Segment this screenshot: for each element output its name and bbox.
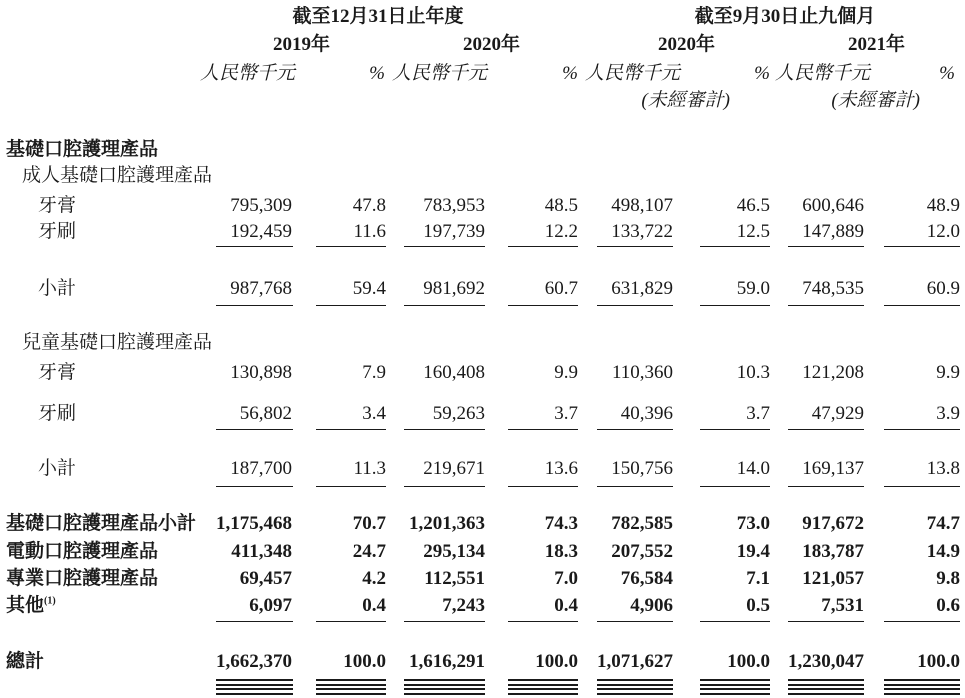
period-fy-header: 截至12月31日止年度 [292, 6, 464, 27]
basic-subtotal-cell-0: 1,175,468 [216, 513, 292, 534]
electric-cell-7: 14.9 [926, 541, 960, 562]
child-toothbrush-cell-0: 56,802 [239, 403, 292, 424]
row-label: 基礎口腔護理產品小計 [6, 513, 197, 534]
year-2020-fy: 2020年 [462, 34, 520, 55]
double-rule-total-2 [404, 679, 485, 686]
unit-pct-2020: % [562, 63, 578, 84]
rule-child-subtotal-1 [316, 486, 386, 487]
rule-child-subtotal-7 [884, 486, 960, 487]
double-rule-total-2-1 [316, 688, 386, 695]
row-label: 牙膏 [38, 362, 77, 383]
adult-toothbrush-cell-0: 192,459 [230, 221, 292, 242]
rule-child-subtotal-4 [597, 486, 673, 487]
adult-toothpaste-cell-5: 46.5 [736, 195, 770, 216]
basic-subtotal-cell-2: 1,201,363 [409, 513, 485, 534]
professional-cell-0: 69,457 [239, 568, 292, 589]
unit-pct-2020-9m: % [754, 63, 770, 84]
rule-before-total-5 [700, 621, 770, 622]
rule-child-subtotal-6 [788, 486, 864, 487]
adult-toothbrush-cell-7: 12.0 [926, 221, 960, 242]
double-rule-total-4 [597, 679, 673, 686]
electric-cell-1: 24.7 [352, 541, 386, 562]
adult-toothpaste-cell-4: 498,107 [611, 195, 673, 216]
rule-child-brush-6 [788, 429, 864, 430]
adult-subtotal-cell-6: 748,535 [802, 278, 864, 299]
row-label: 電動口腔護理產品 [6, 541, 159, 562]
child-toothpaste-cell-3: 9.9 [554, 362, 578, 383]
rule-before-total-4 [597, 621, 673, 622]
double-rule-total-7 [884, 679, 960, 686]
rule-before-total-7 [884, 621, 960, 622]
adult-toothbrush-cell-1: 11.6 [353, 221, 386, 242]
double-rule-total-2-2 [404, 688, 485, 695]
adult-toothbrush-cell-4: 133,722 [611, 221, 673, 242]
other-cell-3: 0.4 [554, 595, 578, 616]
professional-cell-6: 121,057 [802, 568, 864, 589]
double-rule-total-3 [508, 679, 578, 686]
adult-toothpaste-cell-1: 47.8 [352, 195, 386, 216]
basic-subtotal-cell-7: 74.7 [926, 513, 960, 534]
unit-pct-2019: % [369, 63, 385, 84]
basic-subtotal-cell-5: 73.0 [736, 513, 770, 534]
professional-cell-4: 76,584 [620, 568, 673, 589]
rule-before-total-2 [404, 621, 485, 622]
rule-before-total-1 [316, 621, 386, 622]
rule-child-brush-0 [216, 429, 293, 430]
basic-subtotal-cell-6: 917,672 [802, 513, 864, 534]
child-toothpaste-cell-2: 160,408 [423, 362, 485, 383]
unit-rmb-2019: 人民幣千元 [199, 63, 295, 84]
electric-cell-4: 207,552 [611, 541, 673, 562]
double-rule-total-2-0 [216, 688, 293, 695]
double-rule-total-2-6 [788, 688, 864, 695]
double-rule-total-2-7 [884, 688, 960, 695]
child-subtotal-cell-0: 187,700 [230, 458, 292, 479]
rule-before-total-0 [216, 621, 293, 622]
rule-adult-subtotal-1 [316, 305, 386, 306]
total-cell-7: 100.0 [917, 651, 960, 672]
adult-subtotal-cell-7: 60.9 [926, 278, 960, 299]
adult-toothpaste-cell-0: 795,309 [230, 195, 292, 216]
other-cell-2: 7,243 [442, 595, 485, 616]
other-cell-1: 0.4 [362, 595, 386, 616]
unit-rmb-2020-9m: 人民幣千元 [584, 63, 680, 84]
other-cell-5: 0.5 [746, 595, 770, 616]
professional-cell-7: 9.8 [936, 568, 960, 589]
child-toothbrush-cell-6: 47,929 [811, 403, 864, 424]
other-cell-6: 7,531 [821, 595, 864, 616]
rule-child-brush-4 [597, 429, 673, 430]
rule-child-subtotal-5 [700, 486, 770, 487]
row-label: 牙刷 [38, 221, 77, 242]
rule-child-brush-2 [404, 429, 485, 430]
rule-adult-subtotal-7 [884, 305, 960, 306]
rule-adult-subtotal-5 [700, 305, 770, 306]
rule-adult-brush-2 [404, 246, 485, 247]
rule-adult-subtotal-2 [404, 305, 485, 306]
rule-before-total-3 [508, 621, 578, 622]
adult-toothbrush-cell-5: 12.5 [736, 221, 770, 242]
adult-subtotal-cell-4: 631,829 [611, 278, 673, 299]
rule-child-subtotal-2 [404, 486, 485, 487]
rule-adult-subtotal-0 [216, 305, 293, 306]
row-label: 牙刷 [38, 403, 77, 424]
year-2021-9m: 2021年 [847, 34, 905, 55]
rule-adult-subtotal-3 [508, 305, 578, 306]
basic-subtotal-cell-1: 70.7 [352, 513, 386, 534]
rule-adult-brush-5 [700, 246, 770, 247]
adult-care-title: 成人基礎口腔護理產品 [22, 165, 213, 186]
rule-adult-brush-6 [788, 246, 864, 247]
electric-cell-2: 295,134 [423, 541, 485, 562]
adult-subtotal-cell-5: 59.0 [736, 278, 770, 299]
unit-rmb-2021-9m: 人民幣千元 [774, 63, 870, 84]
adult-toothpaste-cell-7: 48.9 [926, 195, 960, 216]
child-toothbrush-cell-2: 59,263 [432, 403, 485, 424]
row-label: 小計 [38, 278, 77, 299]
double-rule-total-2-5 [700, 688, 770, 695]
child-subtotal-cell-2: 219,671 [423, 458, 485, 479]
adult-subtotal-cell-2: 981,692 [423, 278, 485, 299]
adult-toothbrush-cell-3: 12.2 [544, 221, 578, 242]
double-rule-total-5 [700, 679, 770, 686]
total-cell-3: 100.0 [535, 651, 578, 672]
child-subtotal-cell-5: 14.0 [736, 458, 770, 479]
electric-cell-0: 411,348 [231, 541, 292, 562]
child-subtotal-cell-6: 169,137 [802, 458, 864, 479]
double-rule-total-6 [788, 679, 864, 686]
row-label-other [6, 596, 56, 615]
row-label-text: 其他 [6, 595, 45, 616]
rule-adult-brush-7 [884, 246, 960, 247]
rule-adult-subtotal-6 [788, 305, 864, 306]
rule-adult-brush-4 [597, 246, 673, 247]
total-cell-1: 100.0 [343, 651, 386, 672]
other-cell-0: 6,097 [249, 595, 292, 616]
rule-adult-brush-0 [216, 246, 293, 247]
child-toothpaste-cell-1: 7.9 [362, 362, 386, 383]
rule-child-brush-5 [700, 429, 770, 430]
rule-before-total-6 [788, 621, 864, 622]
row-label: 總計 [6, 651, 45, 672]
electric-cell-6: 183,787 [802, 541, 864, 562]
period-9m-header: 截至9月30日止九個月 [694, 6, 876, 27]
adult-toothbrush-cell-2: 197,739 [423, 221, 485, 242]
adult-toothpaste-cell-3: 48.5 [544, 195, 578, 216]
double-rule-total-0 [216, 679, 293, 686]
total-cell-2: 1,616,291 [409, 651, 485, 672]
child-toothpaste-cell-7: 9.9 [936, 362, 960, 383]
adult-toothpaste-cell-2: 783,953 [423, 195, 485, 216]
child-toothpaste-cell-5: 10.3 [736, 362, 770, 383]
child-toothpaste-cell-4: 110,360 [611, 362, 673, 383]
basic-subtotal-cell-3: 74.3 [544, 513, 578, 534]
professional-cell-1: 4.2 [362, 568, 386, 589]
adult-toothpaste-cell-6: 600,646 [802, 195, 864, 216]
unaudited-2020: (未經審計) [641, 90, 730, 111]
total-cell-6: 1,230,047 [788, 651, 864, 672]
rule-child-brush-3 [508, 429, 578, 430]
row-label: 牙膏 [38, 195, 77, 216]
child-toothpaste-cell-0: 130,898 [230, 362, 292, 383]
adult-toothbrush-cell-6: 147,889 [802, 221, 864, 242]
rule-child-subtotal-3 [508, 486, 578, 487]
double-rule-total-1 [316, 679, 386, 686]
double-rule-total-2-4 [597, 688, 673, 695]
unit-pct-2021-9m: % [939, 63, 955, 84]
row-label: 專業口腔護理產品 [6, 568, 159, 589]
unit-rmb-2020: 人民幣千元 [391, 63, 487, 84]
child-toothbrush-cell-1: 3.4 [362, 403, 386, 424]
rule-child-brush-7 [884, 429, 960, 430]
total-cell-5: 100.0 [727, 651, 770, 672]
child-toothbrush-cell-5: 3.7 [746, 403, 770, 424]
child-toothbrush-cell-7: 3.9 [936, 403, 960, 424]
professional-cell-2: 112,551 [424, 568, 485, 589]
child-toothpaste-cell-6: 121,208 [802, 362, 864, 383]
other-cell-4: 4,906 [630, 595, 673, 616]
adult-subtotal-cell-3: 60.7 [544, 278, 578, 299]
child-subtotal-cell-7: 13.8 [926, 458, 960, 479]
rule-child-subtotal-0 [216, 486, 293, 487]
professional-cell-5: 7.1 [746, 568, 770, 589]
rule-child-brush-1 [316, 429, 386, 430]
child-toothbrush-cell-4: 40,396 [620, 403, 673, 424]
adult-subtotal-cell-1: 59.4 [352, 278, 386, 299]
total-cell-0: 1,662,370 [216, 651, 292, 672]
adult-subtotal-cell-0: 987,768 [230, 278, 292, 299]
child-care-title: 兒童基礎口腔護理產品 [22, 332, 213, 353]
year-2019: 2019年 [272, 34, 330, 55]
professional-cell-3: 7.0 [554, 568, 578, 589]
other-cell-7: 0.6 [936, 595, 960, 616]
total-cell-4: 1,071,627 [597, 651, 673, 672]
electric-cell-5: 19.4 [736, 541, 770, 562]
unaudited-2021: (未經審計) [831, 90, 920, 111]
year-2020-9m: 2020年 [657, 34, 715, 55]
rule-adult-brush-3 [508, 246, 578, 247]
child-toothbrush-cell-3: 3.7 [554, 403, 578, 424]
footnote-ref: (1) [44, 595, 56, 607]
basic-care-title: 基礎口腔護理產品 [6, 139, 159, 160]
child-subtotal-cell-1: 11.3 [353, 458, 386, 479]
electric-cell-3: 18.3 [544, 541, 578, 562]
child-subtotal-cell-4: 150,756 [611, 458, 673, 479]
double-rule-total-2-3 [508, 688, 578, 695]
rule-adult-brush-1 [316, 246, 386, 247]
row-label: 小計 [38, 458, 77, 479]
rule-adult-subtotal-4 [597, 305, 673, 306]
child-subtotal-cell-3: 13.6 [544, 458, 578, 479]
basic-subtotal-cell-4: 782,585 [611, 513, 673, 534]
